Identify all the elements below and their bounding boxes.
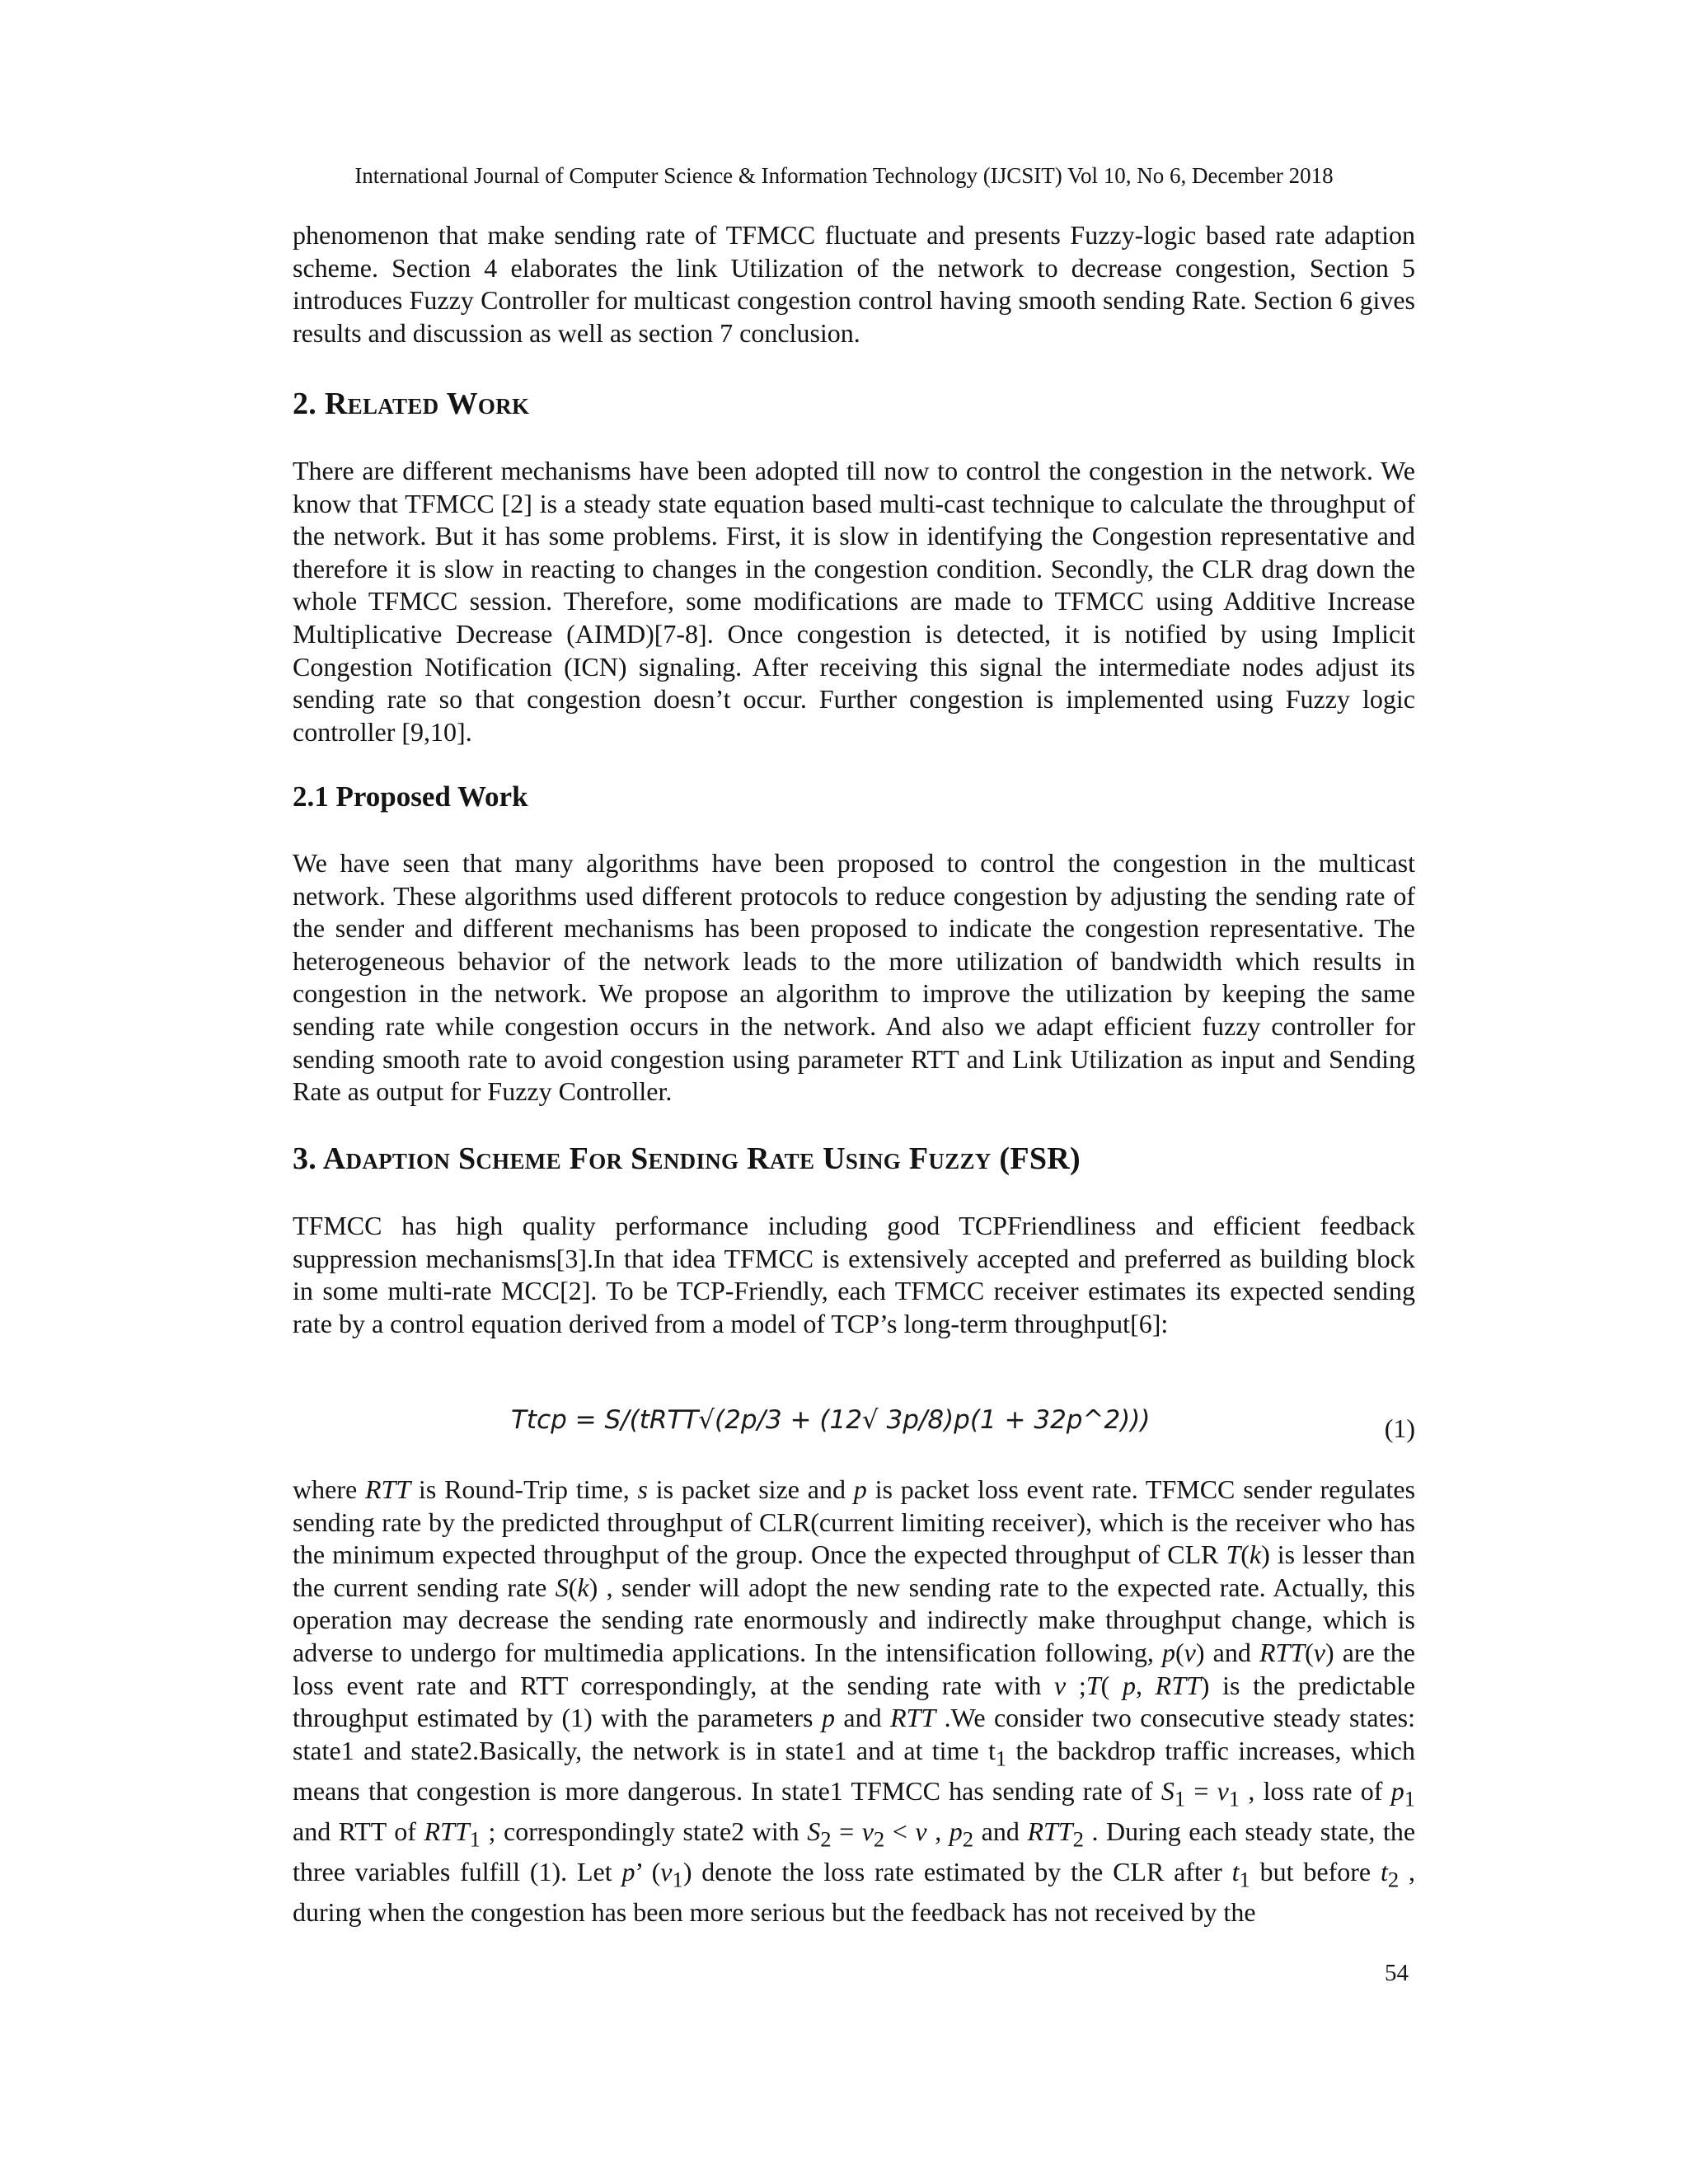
section-2	[293, 386, 1415, 422]
section-3	[293, 1141, 1415, 1177]
equation-number: (1)	[1384, 1413, 1415, 1443]
section-2-1-body	[293, 847, 1415, 1108]
related-work-paragraph: There are different mechanisms have been adopted till now to control the congestion in the network. We know that TFMCC [2] is a steady state equation based multi-cast technique to calculate the throughput of the network. But it has some problems. First, it is slow in identifying the Congestion representative and therefore it is slow in reacting to changes in the congestion condition. Secondly, the CLR drag down the whole TFMCC session. Therefore, some modifications are made to TFMCC using Additive Increase Multiplicative Decrease (AIMD)[7-8]. Once congestion is detected, it is notified by using Implicit Congestion Notification (ICN) signaling. After receiving this signal the intermediate nodes adjust its sending rate so that congestion doesn’t occur. Further congestion is implemented using Fuzzy logic controller [9,10].	[293, 456, 1415, 747]
throughput-equation: Ttcp = S/(tRTT√(2p/3 + (12√ 3p/8)p(1 + 32p^2)))	[511, 1405, 1151, 1435]
section-2-body	[293, 455, 1415, 748]
section-2-1	[293, 780, 1415, 814]
section-heading-related-work: 2. Related Work	[293, 387, 530, 421]
section-heading-adaption-scheme: 3. Adaption Scheme For Sending Rate Using Fuzzy (FSR)	[293, 1141, 1081, 1176]
section-3-body-1	[293, 1210, 1415, 1340]
running-header: International Journal of Computer Science & Information Technology (IJCSIT) Vol 10, No 6, December 2018	[354, 163, 1334, 188]
subsection-heading-proposed-work: 2.1 Proposed Work	[293, 780, 528, 813]
proposed-work-paragraph: We have seen that many algorithms have been proposed to control the congestion in the multicast network. These algorithms used different protocols to reduce congestion by adjusting the sending rate of the sender and different mechanisms has been proposed to indicate the congestion representative. The heterogeneous behavior of the network leads to the more utilization of bandwidth which results in congestion in the network. We propose an algorithm to improve the utilization by keeping the same sending rate while congestion occurs in the network. And also we adapt efficient fuzzy controller for sending smooth rate to avoid congestion using parameter RTT and Link Utilization as input and Sending Rate as output for Fuzzy Controller.	[293, 848, 1415, 1107]
adaption-paragraph-2: where RTT is Round-Trip time, s is packet size and p is packet loss event rate. TFMCC sender regulates sending rate by the predicted throughput of CLR(current limiting receiver), which is the receiver who has the minimum expected throughput of the group. Once the expected throughput of CLR T(k) is lesser than the current sending rate S(k) , sender will adopt the new sending rate to the expected rate. Actually, this operation may decrease the sending rate enormously and indirectly make throughput change, which is adverse to undergo for multimedia applications. In the intensification following, p(v) and RTT(v) are the loss event rate and RTT correspondingly, at the sending rate with v ;T( p, RTT) is the predictable throughput estimated by (1) with the parameters p and RTT .We consider two consecutive steady states: state1 and state2.Basically, the network is in state1 and at time $t_1$ the backdrop traffic increases, which means that congestion is more dangerous. In state1 TFMCC has sending rate of $S_1 = v_1$ , loss rate of $p_1$ and RTT of $RTT_1$ ; correspondingly state2 with $S_2 = v_2 < v$ , $p_2$ and $RTT_2$ . During each steady state, the three variables fulfill (1). Let p’ $(v_1)$ denote the loss rate estimated by the CLR after $t_1$ but before $t_2$ , during when the congestion has been more serious but the feedback has not received by the	[293, 1474, 1416, 1927]
section-3-body-2	[293, 1474, 1415, 1929]
adaption-paragraph-1: TFMCC has high quality performance including good TCPFriendliness and efficient feedback suppression mechanisms[3].In that idea TFMCC is extensively accepted and preferred as building block in some multi-rate MCC[2]. To be TCP-Friendly, each TFMCC receiver estimates its expected sending rate by a control equation derived from a model of TCP’s long-term throughput[6]:	[293, 1211, 1415, 1338]
equation-row	[293, 1405, 1415, 1455]
intro-paragraph: phenomenon that make sending rate of TFMCC fluctuate and presents Fuzzy-logic based rate adaption scheme. Section 4 elaborates the link Utilization of the network to decrease congestion, Section 5 introduces Fuzzy Controller for multicast congestion control having smooth sending Rate. Section 6 gives results and discussion as well as section 7 conclusion.	[293, 220, 1415, 348]
intro-block	[293, 219, 1415, 349]
page-number: 54	[1385, 1960, 1409, 1986]
